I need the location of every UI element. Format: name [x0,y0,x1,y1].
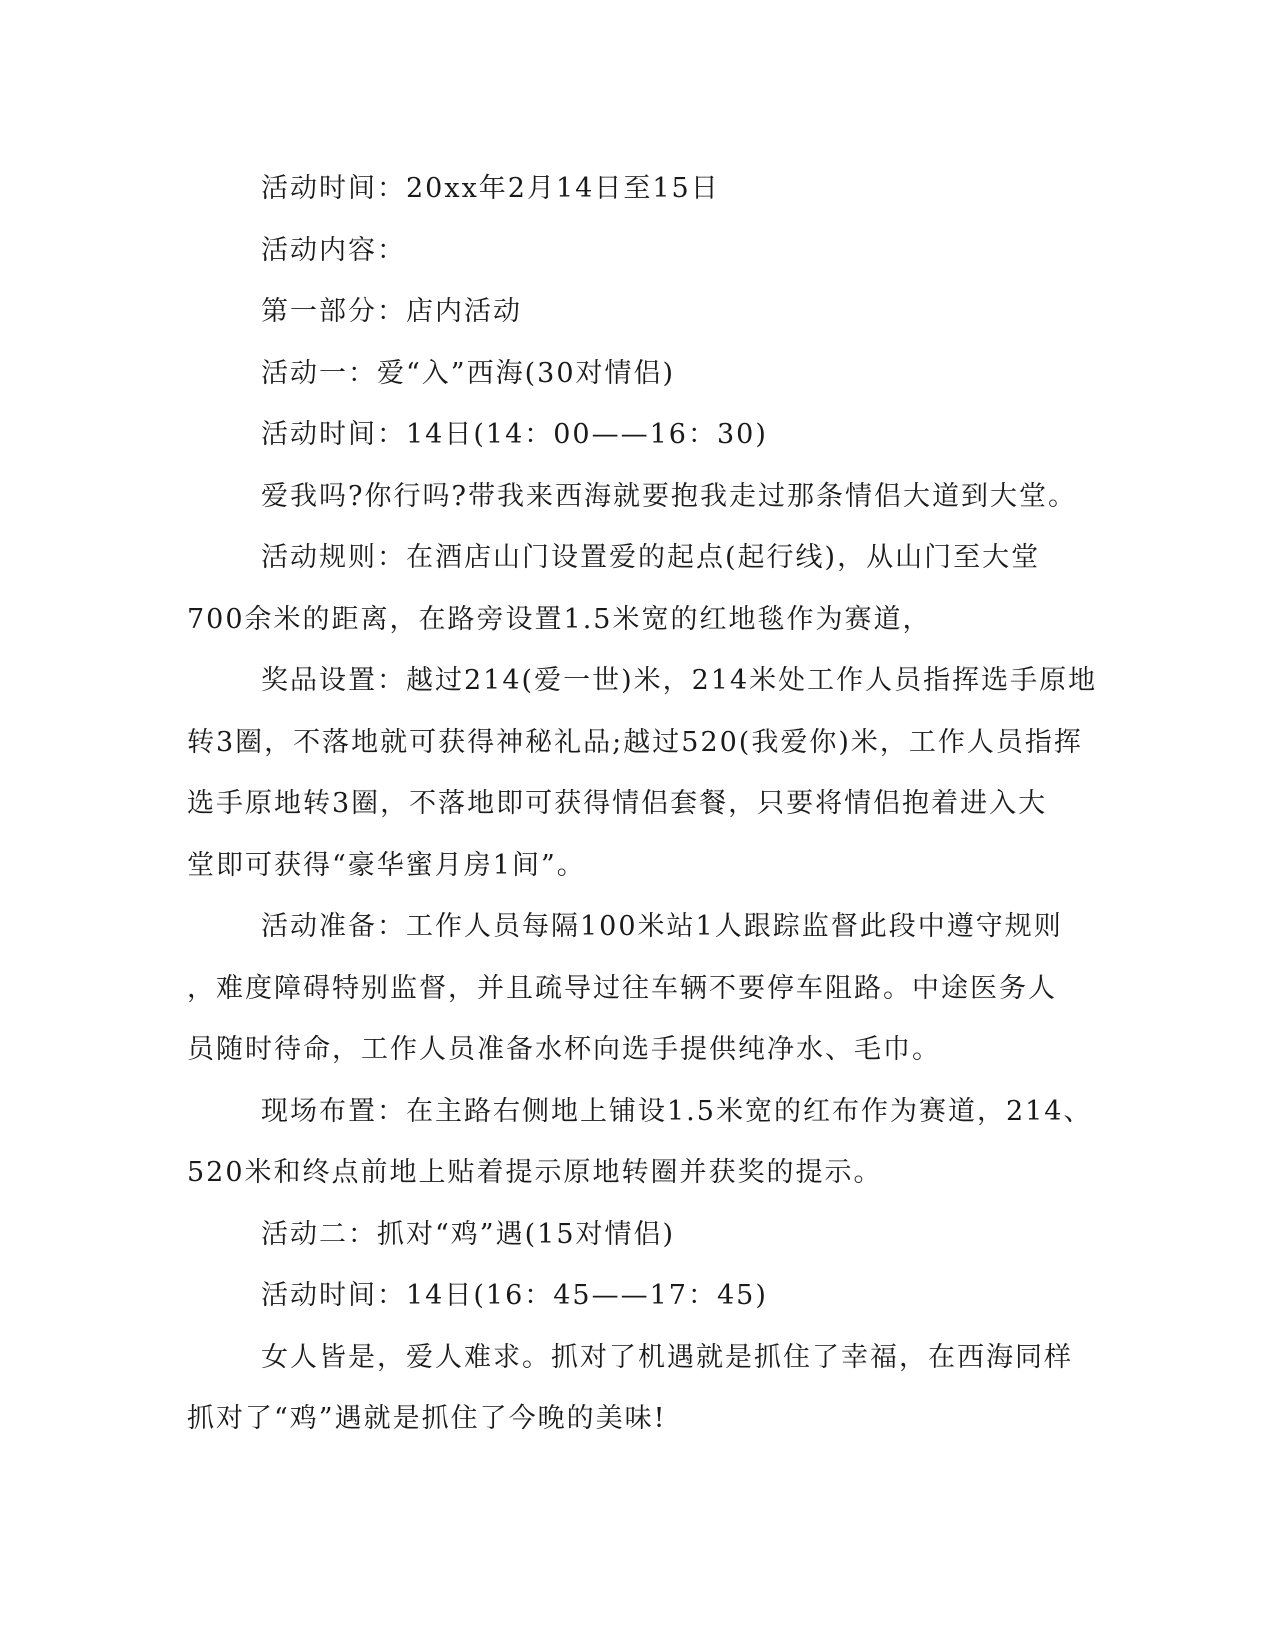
paragraph-activity-one-time: 活动时间：14日(14：00——16：30) [261,419,768,450]
paragraph-activity-two-intro: 女人皆是，爱人难求。抓对了机遇就是抓住了幸福，在西海同样 [261,1341,1073,1373]
paragraph-site-layout: 现场布置：在主路右侧地上铺设1.5米宽的红布作为赛道，214、 [261,1095,1093,1127]
paragraph-preparation-cont-2: 员随时待命，工作人员准备水杯向选手提供纯净水、毛巾。 [187,1034,941,1065]
paragraph-prize-settings: 奖品设置：越过214(爱一世)米，214米处工作人员指挥选手原地 [261,665,1098,696]
paragraph-prize-settings-cont-1: 转3圈，不落地就可获得神秘礼品;越过520(我爱你)米，工作人员指挥 [187,726,1083,758]
paragraph-activity-one-slogan: 爱我吗?你行吗?带我来西海就要抱我走过那条情侣大道到大堂。 [261,480,1077,512]
paragraph-site-layout-cont: 520米和终点前地上贴着提示原地转圈并获奖的提示。 [187,1157,883,1188]
paragraph-activity-one-rules: 活动规则：在酒店山门设置爱的起点(起行线)，从山门至大堂 [261,542,1041,573]
paragraph-preparation-cont-1: ，难度障碍特别监督，并且疏导过往车辆不要停车阻路。中途医务人 [187,972,1057,1004]
paragraph-preparation: 活动准备：工作人员每隔100米站1人跟踪监督此段中遵守规则 [261,911,1063,942]
paragraph-event-time: 活动时间：20xx年2月14日至15日 [261,173,720,204]
paragraph-activity-two-title: 活动二：抓对“鸡”遇(15对情侣) [261,1218,676,1250]
paragraph-prize-settings-cont-2: 选手原地转3圈，不落地即可获得情侣套餐，只要将情侣抱着进入大 [187,788,1048,819]
paragraph-event-content-heading: 活动内容： [261,234,406,266]
paragraph-activity-one-title: 活动一：爱“入”西海(30对情侣) [261,357,676,389]
document-body [187,158,1098,1450]
paragraph-part-one-heading: 第一部分：店内活动 [261,296,522,327]
paragraph-activity-one-rules-cont: 700余米的距离，在路旁设置1.5米宽的红地毯作为赛道， [187,603,932,635]
paragraph-activity-two-intro-cont: 抓对了“鸡”遇就是抓住了今晚的美味! [187,1403,667,1434]
paragraph-activity-two-time: 活动时间：14日(16：45——17：45) [261,1280,768,1311]
paragraph-prize-settings-cont-3: 堂即可获得“豪华蜜月房1间”。 [187,849,586,881]
